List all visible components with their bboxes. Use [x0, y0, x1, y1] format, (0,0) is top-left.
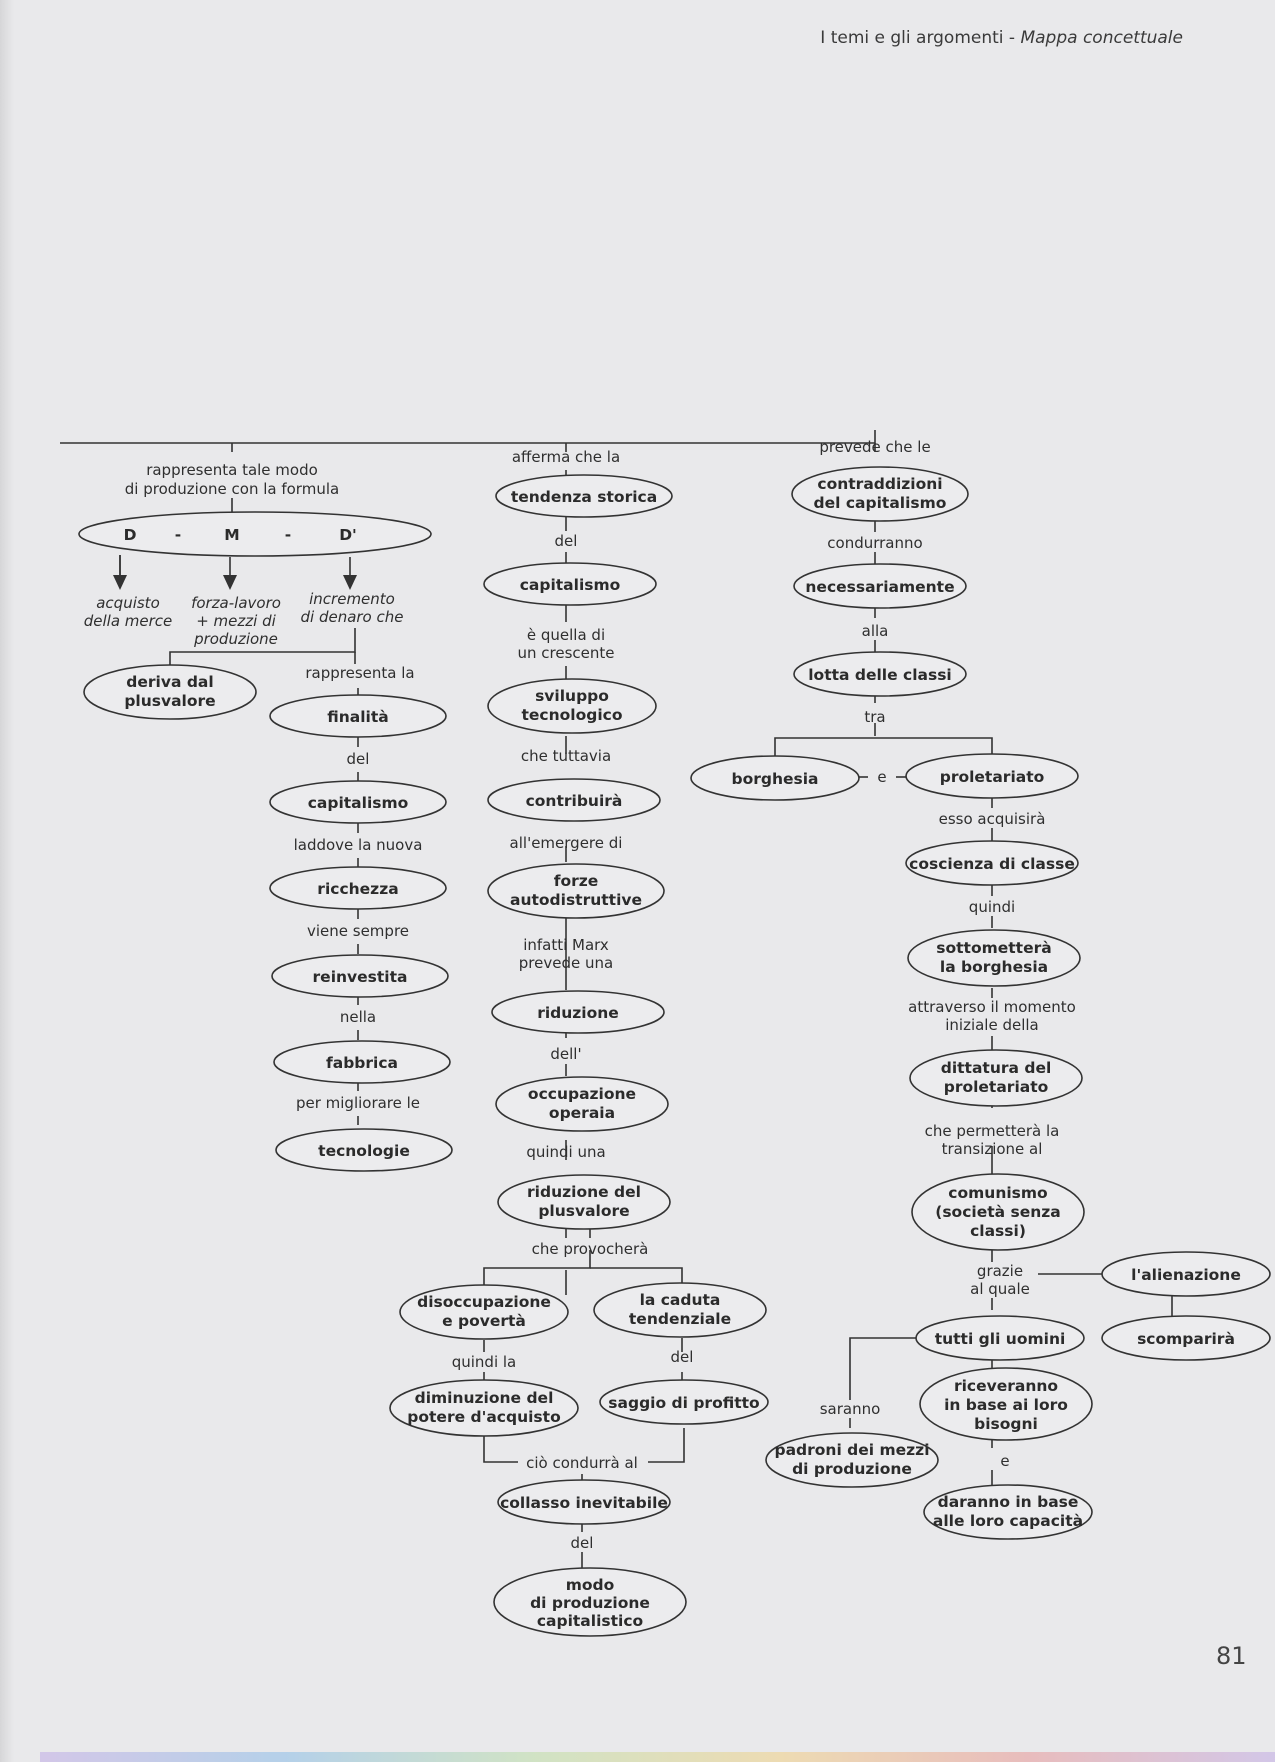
- node-reinvestita: [272, 955, 448, 997]
- node-fabbrica-text: fabbrica: [326, 1054, 398, 1072]
- formula-arrows: [113, 555, 357, 590]
- label-che-tuttavia: che tuttavia: [520, 747, 612, 765]
- label-per-migliorare: per migliorare le: [295, 1094, 421, 1112]
- node-contraddizioni-1: contraddizioni: [817, 475, 943, 493]
- node-caduta-2: tendenziale: [628, 1310, 732, 1328]
- node-alienazione-text: l'alienazione: [1131, 1266, 1241, 1284]
- node-saggio: [600, 1380, 768, 1424]
- label-infatti-1: infatti Marx: [523, 936, 609, 954]
- node-daranno: [924, 1485, 1092, 1539]
- node-modo: [494, 1568, 686, 1636]
- node-finalita-text: finalità: [327, 708, 389, 726]
- node-sviluppo-1: sviluppo: [535, 687, 609, 705]
- label-provochera: che provocherà: [531, 1240, 649, 1258]
- node-saggio-text: saggio di profitto: [608, 1394, 760, 1412]
- label-incremento-1: incremento: [309, 590, 395, 608]
- node-scomparira-text: scomparirà: [1137, 1330, 1235, 1348]
- node-proletariato: [906, 754, 1078, 798]
- label-acquisira: esso acquisirà: [938, 810, 1046, 828]
- node-tutti-text: tutti gli uomini: [934, 1330, 1066, 1348]
- node-modo-2: di produzione: [530, 1594, 650, 1612]
- node-occupazione-2: operaia: [548, 1104, 616, 1122]
- label-rappresenta-1: rappresenta tale modo: [146, 461, 318, 479]
- node-ricchezza-text: ricchezza: [317, 880, 399, 898]
- node-deriva-1: deriva dal: [126, 673, 214, 691]
- node-alienazione: [1102, 1252, 1270, 1296]
- node-borghesia: [691, 756, 859, 800]
- node-diminuzione-1: diminuzione del: [414, 1389, 554, 1407]
- node-disoccupazione-1: disoccupazione: [417, 1293, 551, 1311]
- label-quindi-una: quindi una: [526, 1143, 606, 1161]
- node-deriva-2: plusvalore: [124, 692, 216, 710]
- node-forze-2: autodistruttive: [509, 891, 643, 909]
- node-riduzione-text: riduzione: [537, 1004, 619, 1022]
- node-deriva: [84, 665, 256, 719]
- node-tendenza: [496, 475, 672, 517]
- node-ricchezza: [270, 867, 446, 909]
- scan-color-strip: [40, 1752, 1275, 1762]
- label-laddove: laddove la nuova: [293, 836, 423, 854]
- node-riduzione-plus-2: plusvalore: [538, 1202, 630, 1220]
- node-coscienza: [906, 841, 1078, 885]
- label-e-quella-1: è quella di: [526, 626, 606, 644]
- label-quindi-la: quindi la: [451, 1353, 517, 1371]
- label-grazie-1: grazie: [976, 1262, 1024, 1280]
- node-finalita: [270, 695, 446, 737]
- node-borghesia-text: borghesia: [731, 770, 819, 788]
- node-comunismo-1: comunismo: [948, 1184, 1048, 1202]
- label-nella: nella: [339, 1008, 377, 1026]
- node-padroni-1: padroni dei mezzi: [774, 1441, 930, 1459]
- label-del-a: del: [346, 750, 370, 768]
- label-del-d: del: [570, 1534, 594, 1552]
- node-reinvestita-text: reinvestita: [312, 968, 408, 986]
- node-comunismo-3: classi): [970, 1222, 1026, 1240]
- node-diminuzione: [390, 1380, 578, 1436]
- node-padroni-2: di produzione: [792, 1460, 912, 1478]
- node-daranno-2: alle loro capacità: [932, 1512, 1084, 1530]
- node-capitalismo-b: [484, 563, 656, 605]
- header-main: I temi e gli argomenti -: [820, 28, 1021, 48]
- node-collasso: [498, 1480, 670, 1524]
- node-forze-1: forze: [553, 872, 599, 890]
- label-rappresenta-2: di produzione con la formula: [124, 480, 340, 498]
- label-quindi-r: quindi: [968, 898, 1016, 916]
- node-necessariamente-text: necessariamente: [805, 578, 955, 596]
- node-contribuira-text: contribuirà: [525, 792, 623, 810]
- formula-d: D: [123, 526, 137, 544]
- node-tecnologie: [276, 1129, 452, 1171]
- label-dell: dell': [550, 1045, 582, 1063]
- label-e-conj: e: [877, 768, 887, 786]
- node-contraddizioni-2: del capitalismo: [813, 494, 947, 512]
- label-forza-3: produzione: [194, 630, 278, 648]
- label-alla: alla: [861, 622, 889, 640]
- node-sviluppo-2: tecnologico: [521, 706, 623, 724]
- node-necessariamente: [794, 564, 966, 608]
- node-sottomettera: [908, 930, 1080, 986]
- node-occupazione: [496, 1077, 668, 1131]
- arrow-down-icon: [113, 575, 127, 590]
- node-daranno-1: daranno in base: [937, 1493, 1079, 1511]
- label-forza-2: + mezzi di: [196, 612, 276, 630]
- label-permettera-2: transizione al: [941, 1140, 1043, 1158]
- node-contribuira: [488, 779, 660, 821]
- node-riceveranno: [920, 1368, 1092, 1440]
- label-forza-1: forza-lavoro: [191, 594, 281, 612]
- label-acquisto-1: acquisto: [96, 594, 160, 612]
- node-dittatura: [910, 1050, 1082, 1106]
- node-riduzione: [492, 991, 664, 1033]
- label-rappresenta-la: rappresenta la: [305, 664, 415, 682]
- node-sottomettera-2: la borghesia: [939, 958, 1049, 976]
- node-capitalismo-a: [270, 781, 446, 823]
- node-lotta-text: lotta delle classi: [808, 666, 952, 684]
- node-dittatura-1: dittatura del: [940, 1059, 1052, 1077]
- node-riceveranno-3: bisogni: [974, 1415, 1038, 1433]
- header-subtitle: Mappa concettuale: [1020, 28, 1183, 48]
- label-tra: tra: [864, 708, 886, 726]
- label-viene: viene sempre: [306, 922, 410, 940]
- label-infatti-2: prevede una: [518, 954, 614, 972]
- node-caduta: [594, 1283, 766, 1337]
- label-acquisto-2: della merce: [83, 612, 173, 630]
- node-capitalismo-b-text: capitalismo: [519, 576, 621, 594]
- node-modo-1: modo: [565, 1576, 615, 1594]
- formula-m: M: [224, 526, 240, 544]
- node-coscienza-text: coscienza di classe: [909, 855, 1075, 873]
- node-lotta: [794, 652, 966, 696]
- label-attraverso-2: iniziale della: [945, 1016, 1039, 1034]
- label-del-b: del: [554, 532, 578, 550]
- node-scomparira: [1102, 1316, 1270, 1360]
- node-proletariato-text: proletariato: [939, 768, 1045, 786]
- label-afferma: afferma che la: [511, 448, 621, 466]
- formula-dash-1: -: [174, 526, 182, 544]
- node-riduzione-plus-1: riduzione del: [527, 1183, 641, 1201]
- node-contraddizioni: [792, 467, 968, 521]
- node-occupazione-1: occupazione: [527, 1085, 637, 1103]
- node-forze: [488, 864, 664, 918]
- node-sottomettera-1: sottometterà: [936, 939, 1052, 957]
- label-condurra-al: ciò condurrà al: [526, 1454, 638, 1472]
- node-comunismo: [912, 1174, 1084, 1250]
- label-e-quella-2: un crescente: [517, 644, 615, 662]
- node-riceveranno-1: riceveranno: [953, 1377, 1059, 1395]
- label-grazie-2: al quale: [970, 1280, 1030, 1298]
- node-collasso-text: collasso inevitabile: [500, 1494, 668, 1512]
- label-saranno: saranno: [819, 1400, 881, 1418]
- label-e-r: e: [1000, 1452, 1010, 1470]
- node-tecnologie-text: tecnologie: [318, 1142, 410, 1160]
- node-disoccupazione: [400, 1285, 568, 1339]
- formula-d-prime: D': [339, 526, 357, 544]
- node-fabbrica: [274, 1041, 450, 1083]
- page-number: 81: [1216, 1642, 1247, 1670]
- node-disoccupazione-2: e povertà: [442, 1312, 526, 1330]
- label-condurranno: condurranno: [827, 534, 923, 552]
- label-incremento-2: di denaro che: [300, 608, 404, 626]
- label-emergere: all'emergere di: [509, 834, 623, 852]
- node-tendenza-text: tendenza storica: [510, 488, 658, 506]
- label-prevede: prevede che le: [819, 438, 931, 456]
- node-padroni: [766, 1433, 938, 1487]
- node-comunismo-2: (società senza: [935, 1203, 1061, 1221]
- node-modo-3: capitalistico: [536, 1612, 644, 1630]
- formula-dash-2: -: [284, 526, 292, 544]
- node-formula: [79, 512, 431, 556]
- label-attraverso-1: attraverso il momento: [908, 998, 1076, 1016]
- label-del-c: del: [670, 1348, 694, 1366]
- node-riduzione-plus: [498, 1175, 670, 1229]
- arrow-down-icon: [343, 575, 357, 590]
- node-capitalismo-a-text: capitalismo: [307, 794, 409, 812]
- node-diminuzione-2: potere d'acquisto: [407, 1408, 561, 1426]
- node-tutti: [916, 1316, 1084, 1360]
- node-sviluppo: [488, 679, 656, 733]
- arrow-down-icon: [223, 575, 237, 590]
- node-riceveranno-2: in base ai loro: [944, 1396, 1068, 1414]
- node-caduta-1: la caduta: [639, 1291, 721, 1309]
- label-permettera-1: che permetterà la: [924, 1122, 1060, 1140]
- node-dittatura-2: proletariato: [943, 1078, 1049, 1096]
